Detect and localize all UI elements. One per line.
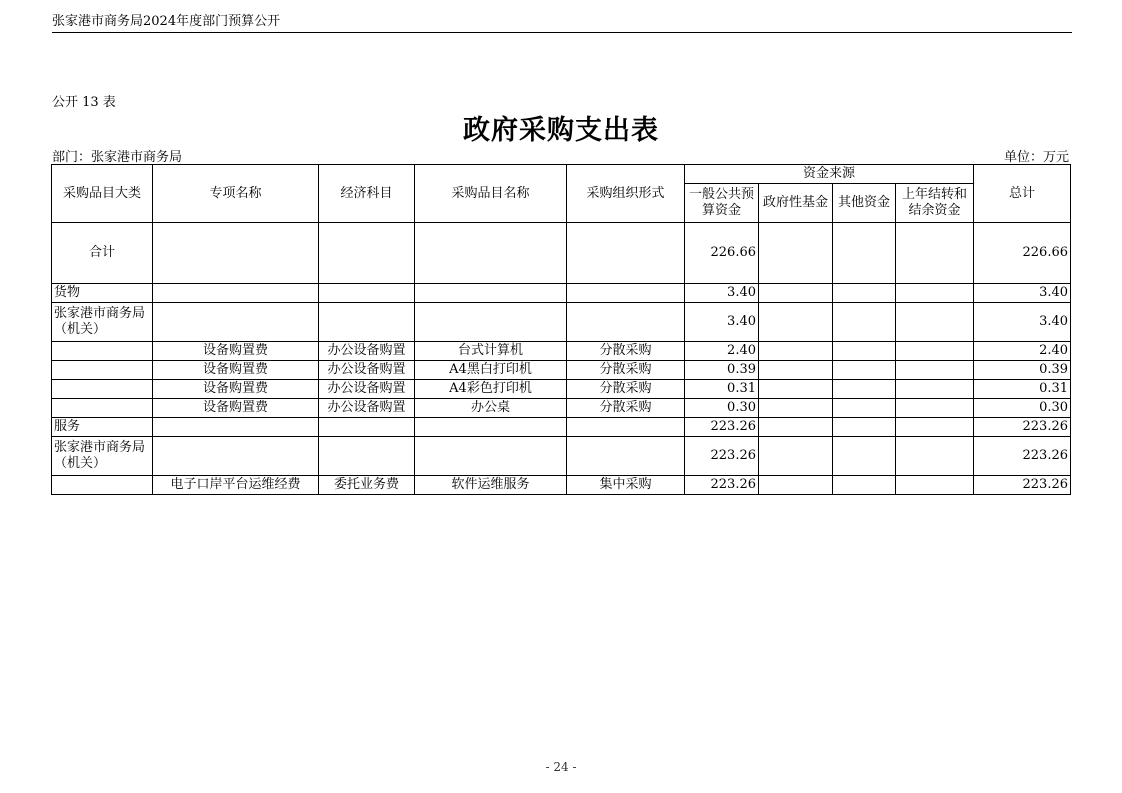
cell-project <box>153 284 319 303</box>
col-header-carryover: 上年结转和结余资金 <box>896 184 974 223</box>
cell-carryover <box>896 399 974 418</box>
cell-project: 设备购置费 <box>153 399 319 418</box>
cell-gov-fund <box>759 361 833 380</box>
cell-project <box>153 303 319 342</box>
cell-total: 226.66 <box>974 223 1071 284</box>
table-number: 公开 13 表 <box>52 95 116 110</box>
cell-category: 合计 <box>52 223 153 284</box>
cell-general-budget: 226.66 <box>685 223 759 284</box>
cell-form <box>567 303 685 342</box>
cell-total: 223.26 <box>974 476 1071 495</box>
col-header-org-form: 采购组织形式 <box>567 165 685 223</box>
cell-other-fund <box>833 361 896 380</box>
cell-item: 台式计算机 <box>415 342 567 361</box>
cell-project: 设备购置费 <box>153 361 319 380</box>
table-row <box>52 476 1071 495</box>
cell-gov-fund <box>759 476 833 495</box>
document-title: 政府采购支出表 <box>463 115 659 146</box>
cell-form <box>567 418 685 437</box>
cell-project: 电子口岸平台运维经费 <box>153 476 319 495</box>
cell-form: 分散采购 <box>567 380 685 399</box>
cell-item <box>415 418 567 437</box>
department-label: 部门：张家港市商务局 <box>52 150 183 165</box>
cell-category <box>52 476 153 495</box>
cell-econ: 办公设备购置 <box>319 399 415 418</box>
cell-project <box>153 437 319 476</box>
cell-other-fund <box>833 223 896 284</box>
cell-category: 张家港市商务局（机关） <box>52 437 153 476</box>
cell-form: 集中采购 <box>567 476 685 495</box>
cell-gov-fund <box>759 418 833 437</box>
cell-item <box>415 303 567 342</box>
cell-total: 0.39 <box>974 361 1071 380</box>
col-header-other-fund: 其他资金 <box>833 184 896 223</box>
cell-gov-fund <box>759 399 833 418</box>
cell-general-budget: 223.26 <box>685 418 759 437</box>
cell-category <box>52 342 153 361</box>
cell-item <box>415 223 567 284</box>
cell-carryover <box>896 437 974 476</box>
cell-other-fund <box>833 342 896 361</box>
cell-other-fund <box>833 418 896 437</box>
cell-econ: 办公设备购置 <box>319 342 415 361</box>
cell-project: 设备购置费 <box>153 342 319 361</box>
cell-econ <box>319 418 415 437</box>
cell-total: 0.30 <box>974 399 1071 418</box>
cell-econ <box>319 223 415 284</box>
cell-total: 223.26 <box>974 418 1071 437</box>
cell-form: 分散采购 <box>567 399 685 418</box>
col-header-category: 采购品目大类 <box>52 165 153 223</box>
cell-econ: 办公设备购置 <box>319 380 415 399</box>
col-header-project: 专项名称 <box>153 165 319 223</box>
cell-total: 3.40 <box>974 284 1071 303</box>
cell-gov-fund <box>759 284 833 303</box>
cell-carryover <box>896 476 974 495</box>
cell-total: 0.31 <box>974 380 1071 399</box>
page-number: - 24 - <box>545 760 577 774</box>
cell-carryover <box>896 361 974 380</box>
table-row <box>52 223 1071 284</box>
cell-gov-fund <box>759 342 833 361</box>
cell-econ: 委托业务费 <box>319 476 415 495</box>
cell-general-budget: 3.40 <box>685 303 759 342</box>
cell-project <box>153 418 319 437</box>
cell-econ <box>319 284 415 303</box>
cell-gov-fund <box>759 380 833 399</box>
cell-project <box>153 223 319 284</box>
col-header-fund-source: 资金来源 <box>685 165 974 184</box>
cell-item: 办公桌 <box>415 399 567 418</box>
cell-general-budget: 223.26 <box>685 476 759 495</box>
cell-other-fund <box>833 303 896 342</box>
cell-category: 货物 <box>52 284 153 303</box>
cell-form <box>567 223 685 284</box>
cell-general-budget: 2.40 <box>685 342 759 361</box>
cell-item <box>415 284 567 303</box>
cell-general-budget: 0.31 <box>685 380 759 399</box>
page-header: 张家港市商务局2024年度部门预算公开 <box>52 10 1072 33</box>
col-header-econ: 经济科目 <box>319 165 415 223</box>
table-row <box>52 303 1071 342</box>
cell-gov-fund <box>759 437 833 476</box>
cell-general-budget: 223.26 <box>685 437 759 476</box>
table-row <box>52 342 1071 361</box>
cell-category: 服务 <box>52 418 153 437</box>
cell-item: 软件运维服务 <box>415 476 567 495</box>
cell-total: 3.40 <box>974 303 1071 342</box>
cell-carryover <box>896 284 974 303</box>
table-row <box>52 399 1071 418</box>
table-row <box>52 284 1071 303</box>
col-header-gov-fund: 政府性基金 <box>759 184 833 223</box>
cell-project: 设备购置费 <box>153 380 319 399</box>
cell-econ: 办公设备购置 <box>319 361 415 380</box>
cell-carryover <box>896 380 974 399</box>
cell-gov-fund <box>759 303 833 342</box>
cell-carryover <box>896 223 974 284</box>
cell-general-budget: 3.40 <box>685 284 759 303</box>
col-header-general-budget: 一般公共预算资金 <box>685 184 759 223</box>
cell-category: 张家港市商务局（机关） <box>52 303 153 342</box>
cell-carryover <box>896 342 974 361</box>
col-header-total: 总计 <box>974 165 1071 223</box>
table-row <box>52 361 1071 380</box>
cell-form: 分散采购 <box>567 342 685 361</box>
cell-category <box>52 361 153 380</box>
cell-item <box>415 437 567 476</box>
table-row <box>52 418 1071 437</box>
cell-gov-fund <box>759 223 833 284</box>
cell-other-fund <box>833 476 896 495</box>
cell-form: 分散采购 <box>567 361 685 380</box>
cell-category <box>52 380 153 399</box>
cell-item: A4黑白打印机 <box>415 361 567 380</box>
cell-general-budget: 0.30 <box>685 399 759 418</box>
cell-other-fund <box>833 284 896 303</box>
cell-econ <box>319 303 415 342</box>
cell-general-budget: 0.39 <box>685 361 759 380</box>
cell-other-fund <box>833 380 896 399</box>
cell-item: A4彩色打印机 <box>415 380 567 399</box>
cell-other-fund <box>833 399 896 418</box>
cell-carryover <box>896 303 974 342</box>
table-row <box>52 380 1071 399</box>
cell-other-fund <box>833 437 896 476</box>
cell-form <box>567 284 685 303</box>
cell-form <box>567 437 685 476</box>
cell-econ <box>319 437 415 476</box>
cell-total: 2.40 <box>974 342 1071 361</box>
unit-label: 单位：万元 <box>1003 150 1069 165</box>
col-header-item: 采购品目名称 <box>415 165 567 223</box>
procurement-table <box>51 164 1071 495</box>
cell-category <box>52 399 153 418</box>
table-row <box>52 437 1071 476</box>
cell-carryover <box>896 418 974 437</box>
cell-total: 223.26 <box>974 437 1071 476</box>
